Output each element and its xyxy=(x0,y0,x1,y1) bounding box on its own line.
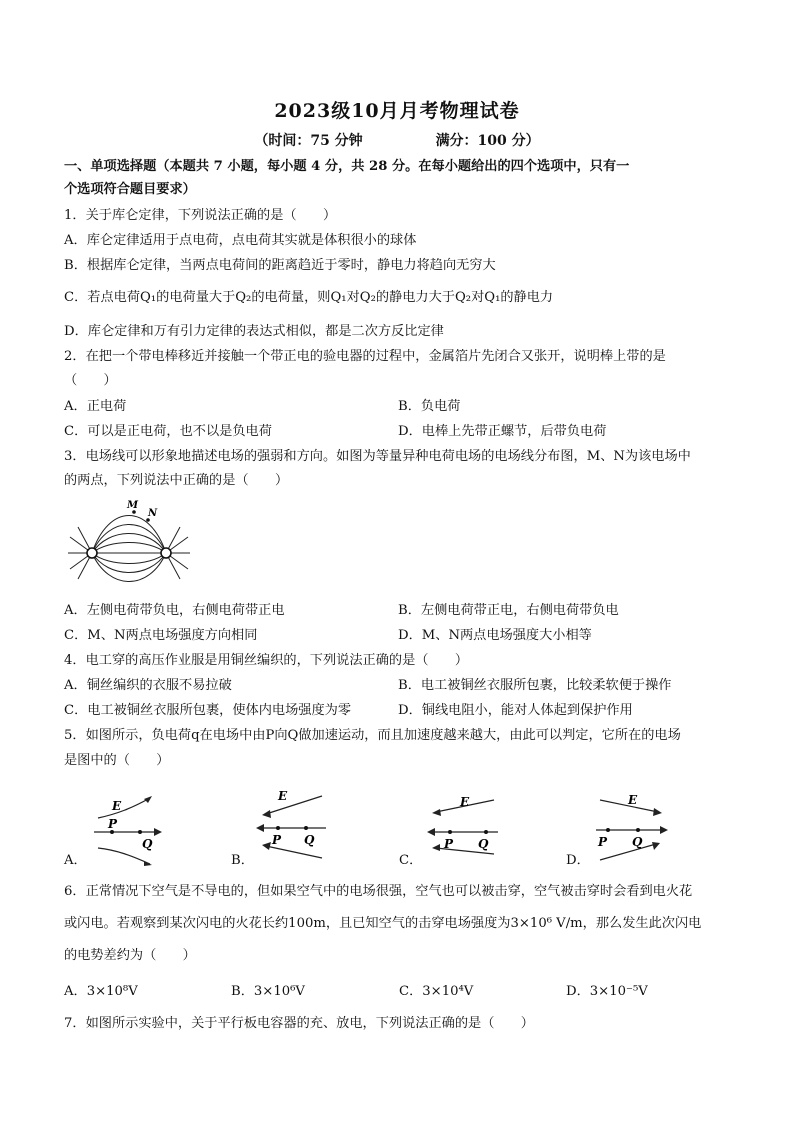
q6-stem-cont2: 的电势差约为（ ） xyxy=(64,948,196,963)
q3-option-b: B．左侧电荷带正电，右侧电荷带负电 xyxy=(398,603,619,618)
q6-option-a: A．3×10⁸V xyxy=(64,984,138,999)
label-q: Q xyxy=(304,833,315,847)
page-title: 2023级10月月考物理试卷 xyxy=(274,100,520,122)
q1-option-d: D．库仑定律和万有引力定律的表达式相似，都是二次方反比定律 xyxy=(64,324,444,339)
q1-stem: 1．关于库仑定律，下列说法正确的是（ ） xyxy=(64,208,337,223)
label-p: P xyxy=(272,833,282,847)
field-lines-figure xyxy=(64,497,194,589)
q4-option-b: B．电工被铜丝衣服所包裹，比较柔软便于操作 xyxy=(398,678,672,693)
exam-time: （时间：75 分钟 xyxy=(254,133,363,149)
q5-option-d: D． xyxy=(566,853,590,868)
q4-stem: 4．电工穿的高压作业服是用铜丝编织的，下列说法正确的是（ ） xyxy=(64,653,469,668)
q2-stem: 2．在把一个带电棒移近并接触一个带正电的验电器的过程中，金属箔片先闭合又张开，说明棒上带的是 xyxy=(64,349,666,364)
label-q: Q xyxy=(632,835,643,849)
label-p: P xyxy=(444,837,454,851)
q6-stem-cont: 或闪电。若观察到某次闪电的火花长约100m，且已知空气的击穿电场强度为3×10⁶ V/m，那么发生此次闪电 xyxy=(64,916,702,931)
q2-option-c: C．可以是正电荷，也不以是负电荷 xyxy=(64,424,272,439)
q6-option-c: C．3×10⁴V xyxy=(399,984,474,999)
q4-option-d: D．铜线电阻小，能对人体起到保护作用 xyxy=(398,703,633,718)
q2-stem-cont: （ ） xyxy=(64,373,117,388)
exam-info xyxy=(0,130,794,150)
q6-option-d: D．3×10⁻⁵V xyxy=(566,984,648,999)
q5-option-b: B． xyxy=(231,853,254,868)
label-q: Q xyxy=(142,837,153,851)
q7-stem: 7．如图所示实验中，关于平行板电容器的充、放电，下列说法正确的是（ ） xyxy=(64,1016,534,1031)
label-e: E xyxy=(628,793,638,807)
label-m: M xyxy=(127,500,139,511)
q5-stem-cont: 是图中的（ ） xyxy=(64,753,170,768)
q2-option-d: D．电棒上先带正螺节，后带负电荷 xyxy=(398,424,607,439)
q3-option-c: C．M、N两点电场强度方向相同 xyxy=(64,628,258,643)
q5-stem: 5．如图所示，负电荷q在电场中由P向Q做加速运动，而且加速度越来越大，由此可以判定，它所在的电场 xyxy=(64,728,681,743)
q4-option-a: A．铜丝编织的衣服不易拉破 xyxy=(64,678,232,693)
q4-option-c: C．电工被铜丝衣服所包裹，使体内电场强度为零 xyxy=(64,703,352,718)
q3-option-d: D．M、N两点电场强度大小相等 xyxy=(398,628,592,643)
label-p: P xyxy=(108,817,118,831)
q3-stem-cont: 的两点，下列说法中正确的是（ ） xyxy=(64,473,289,488)
section-header: 一、单项选择题（本题共 7 小题，每小题 4 分，共 28 分。在每小题给出的四个选项中，只有一 xyxy=(64,159,630,174)
label-n: N xyxy=(148,508,158,519)
q5-option-c: C． xyxy=(399,853,423,868)
label-p: P xyxy=(598,835,608,849)
q5-figure-c xyxy=(424,790,504,866)
label-e: E xyxy=(112,799,122,813)
label-e: E xyxy=(278,789,288,803)
label-q: Q xyxy=(478,837,489,851)
q6-stem: 6．正常情况下空气是不导电的，但如果空气中的电场很强，空气也可以被击穿，空气被击穿时会看到电火花 xyxy=(64,884,693,899)
q2-option-b: B．负电荷 xyxy=(398,399,461,414)
q5-option-a: A． xyxy=(64,853,87,868)
q5-figure-d xyxy=(594,788,674,864)
q3-stem: 3．电场线可以形象地描述电场的强弱和方向。如图为等量异种电荷电场的电场线分布图，M、N为该电场中 xyxy=(64,449,691,464)
q5-figure-a xyxy=(92,790,172,866)
q1-option-b: B．根据库仑定律，当两点电荷间的距离趋近于零时，静电力将趋向无穷大 xyxy=(64,258,496,273)
q5-figure-b xyxy=(254,788,334,864)
q2-option-a: A．正电荷 xyxy=(64,399,127,414)
label-e: E xyxy=(460,795,470,809)
q6-option-b: B．3×10⁶V xyxy=(231,984,305,999)
q3-option-a: A．左侧电荷带负电，右侧电荷带正电 xyxy=(64,603,285,618)
section-header-cont: 个选项符合题目要求） xyxy=(64,182,196,197)
exam-score: 满分：100 分） xyxy=(435,133,540,149)
q1-option-a: A．库仑定律适用于点电荷，点电荷其实就是体积很小的球体 xyxy=(64,233,417,248)
q1-option-c: C．若点电荷Q₁的电荷量大于Q₂的电荷量，则Q₁对Q₂的静电力大于Q₂对Q₁的静电力 xyxy=(64,290,554,305)
